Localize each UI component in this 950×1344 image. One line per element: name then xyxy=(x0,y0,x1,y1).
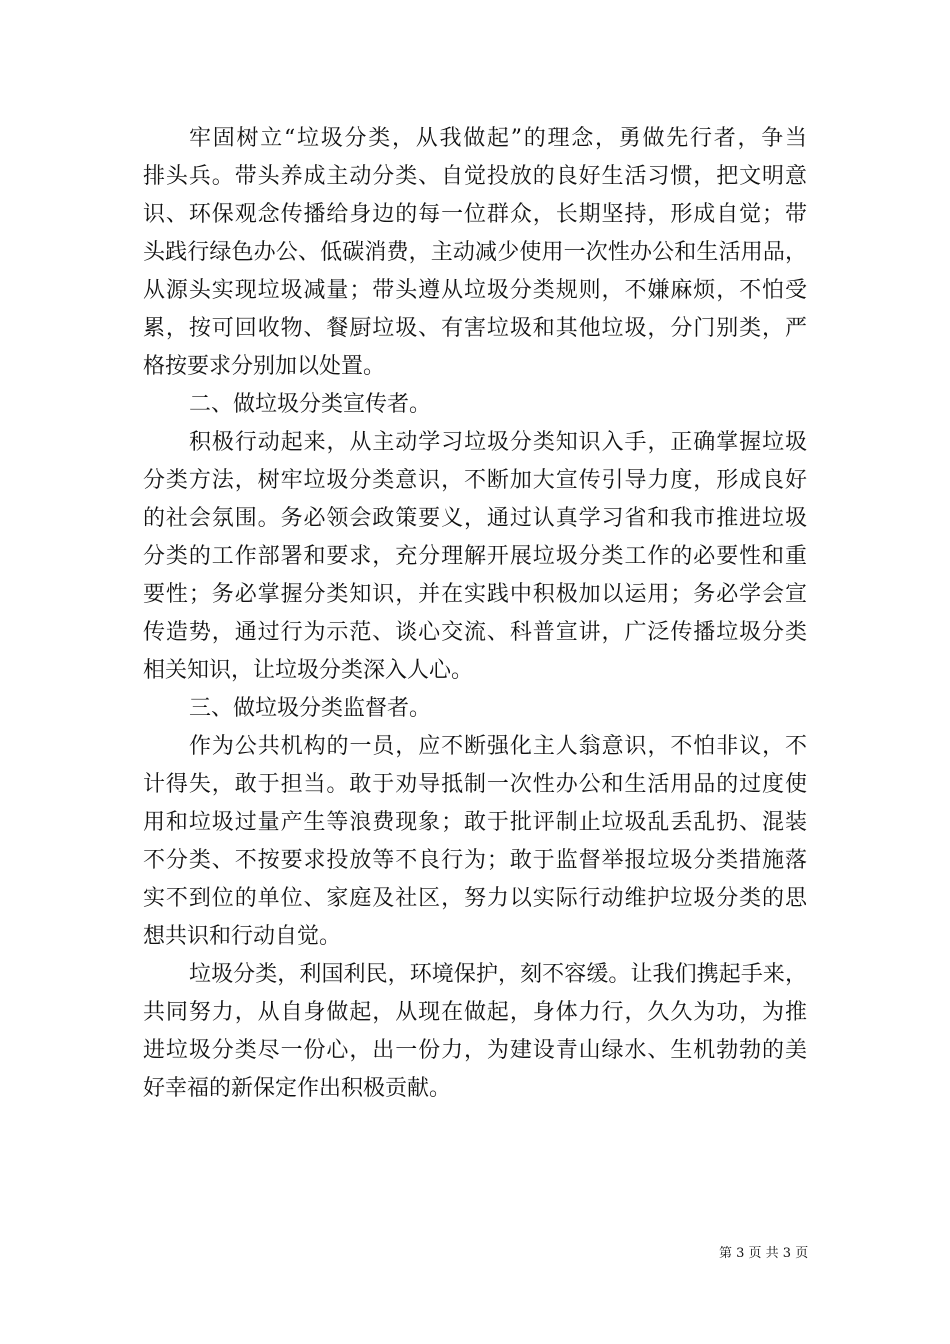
text-line: 不分类、不按要求投放等不良行为；敢于监督举报垃圾分类措施落 xyxy=(143,848,807,873)
paragraph-1 xyxy=(143,120,807,386)
text-line: 垃圾分类，利国利民，环境保护，刻不容缓。让我们携起手来， xyxy=(189,962,807,987)
paragraph-3 xyxy=(143,728,807,956)
text-line: 进垃圾分类尽一份心，出一份力，为建设青山绿水、生机勃勃的美 xyxy=(143,1038,807,1063)
text-line: 想共识和行动自觉。 xyxy=(143,924,342,949)
text-line: 作为公共机构的一员，应不断强化主人翁意识，不怕非议，不 xyxy=(189,734,807,759)
text-line: 识、环保观念传播给身边的每一位群众，长期坚持，形成自觉；带 xyxy=(143,202,807,227)
text-line: 累，按可回收物、餐厨垃圾、有害垃圾和其他垃圾，分门别类，严 xyxy=(143,316,807,341)
text-line: 实不到位的单位、家庭及社区，努力以实际行动维护垃圾分类的思 xyxy=(143,886,807,911)
text-line: 要性；务必掌握分类知识，并在实践中积极加以运用；务必学会宣 xyxy=(143,582,807,607)
text-line: 积极行动起来，从主动学习垃圾分类知识入手，正确掌握垃圾 xyxy=(189,430,807,455)
text-line: 格按要求分别加以处置。 xyxy=(143,354,386,379)
text-line: 从源头实现垃圾减量；带头遵从垃圾分类规则，不嫌麻烦，不怕受 xyxy=(143,278,807,303)
document-body xyxy=(143,120,807,1108)
paragraph-2 xyxy=(143,424,807,690)
text-line: 牢固树立“垃圾分类，从我做起”的理念，勇做先行者，争当 xyxy=(189,126,807,151)
text-line: 头践行绿色办公、低碳消费，主动减少使用一次性办公和生活用品， xyxy=(143,240,807,265)
text-line: 分类方法，树牢垃圾分类意识，不断加大宣传引导力度，形成良好 xyxy=(143,468,807,493)
text-line: 计得失，敢于担当。敢于劝导抵制一次性办公和生活用品的过度使 xyxy=(143,772,807,797)
text-line: 相关知识，让垃圾分类深入人心。 xyxy=(143,658,474,683)
text-line: 分类的工作部署和要求，充分理解开展垃圾分类工作的必要性和重 xyxy=(143,544,807,569)
section-heading-2: 二、做垃圾分类宣传者。 xyxy=(189,392,432,417)
text-line: 传造势，通过行为示范、谈心交流、科普宣讲，广泛传播垃圾分类 xyxy=(143,620,807,645)
text-line: 共同努力，从自身做起，从现在做起，身体力行，久久为功，为推 xyxy=(143,1000,807,1025)
text-line: 好幸福的新保定作出积极贡献。 xyxy=(143,1076,452,1101)
text-line: 排头兵。带头养成主动分类、自觉投放的良好生活习惯，把文明意 xyxy=(143,164,807,189)
paragraph-4 xyxy=(143,956,807,1108)
page-number: 第 3 页 共 3 页 xyxy=(719,1246,809,1261)
text-line: 的社会氛围。务必领会政策要义，通过认真学习省和我市推进垃圾 xyxy=(143,506,807,531)
text-line: 用和垃圾过量产生等浪费现象；敢于批评制止垃圾乱丢乱扔、混装 xyxy=(143,810,807,835)
section-heading-3: 三、做垃圾分类监督者。 xyxy=(189,696,432,721)
